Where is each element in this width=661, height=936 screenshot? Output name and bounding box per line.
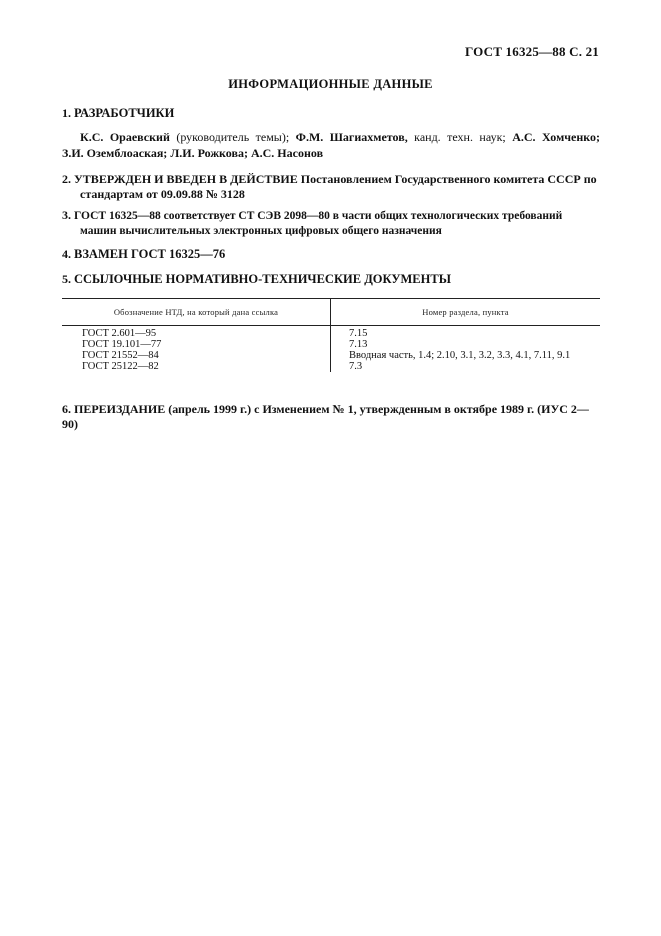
- section-reference: 7.3: [349, 361, 363, 372]
- document-designation: ГОСТ 21552—84: [82, 350, 159, 361]
- developer-role: (руководитель темы);: [169, 130, 296, 144]
- table-header-row: [62, 299, 600, 326]
- section-4: [62, 247, 600, 262]
- developer-role: канд. техн. наук;: [407, 130, 513, 144]
- developer-name: Ф.М. Шагиахметов,: [295, 130, 408, 144]
- document-column-cell: [62, 326, 331, 373]
- section-reference: 7.15: [349, 328, 368, 339]
- column-header-document: Обозначение НТД, на который дана ссылка: [62, 299, 331, 326]
- column-header-section: Номер раздела, пункта: [331, 299, 601, 326]
- section-heading: ВЗАМЕН ГОСТ 16325—76: [74, 247, 226, 261]
- section-number: 3.: [62, 208, 71, 222]
- section-number: 6.: [62, 402, 71, 416]
- developer-name: З.И. Оземблоаская;: [62, 145, 168, 160]
- section-heading: РАЗРАБОТЧИКИ: [74, 106, 175, 120]
- section-reference: 7.13: [349, 339, 368, 350]
- document-designation: ГОСТ 25122—82: [82, 361, 159, 372]
- section-text: ГОСТ 16325—88 соответствует СТ СЭВ 2098—80 в части общих технологических требований: [74, 210, 563, 222]
- references-table: [62, 298, 600, 372]
- section-text-continued: машин вычислительных электронных цифровых общего назначения: [80, 225, 442, 237]
- section-number: 1.: [62, 106, 71, 120]
- developer-name: К.С. Ораевский: [80, 130, 170, 144]
- developers-line-1: [80, 130, 600, 146]
- section-2: [62, 172, 600, 202]
- section-reference: Вводная часть, 1.4; 2.10, 3.1, 3.2, 3.3, 4.1, 7.11, 9.1: [349, 350, 571, 361]
- developer-name: А.С. Насонов: [250, 145, 324, 160]
- section-text: ПЕРЕИЗДАНИЕ (апрель 1999 г.) с Изменением № 1, утвержденным в октябре 1989 г. (ИУС 2—90): [62, 402, 589, 431]
- document-designation: ГОСТ 2.601—95: [82, 328, 157, 339]
- section-3: [62, 208, 600, 239]
- section-text: Постановлением Государственного комитета СССР по: [297, 172, 597, 186]
- section-number: 2.: [62, 172, 71, 186]
- section-heading: УТВЕРЖДЕН И ВВЕДЕН В ДЕЙСТВИЕ: [74, 172, 298, 186]
- developer-name: А.С. Хомченко;: [512, 130, 600, 144]
- document-title: ИНФОРМАЦИОННЫЕ ДАННЫЕ: [228, 77, 433, 91]
- section-column-cell: [331, 326, 601, 373]
- developer-name: Л.И. Рожкова;: [170, 145, 248, 160]
- section-number: 4.: [62, 247, 71, 261]
- document-designation: ГОСТ 19.101—77: [82, 339, 162, 350]
- table-row: [62, 326, 600, 373]
- running-head: ГОСТ 16325—88 С. 21: [465, 44, 599, 59]
- section-6: [62, 402, 600, 432]
- developers-list: [62, 130, 600, 161]
- section-number: 5.: [62, 272, 71, 286]
- section-text-continued: стандартам от 09.09.88 № 3128: [80, 187, 245, 201]
- section-heading: ССЫЛОЧНЫЕ НОРМАТИВНО-ТЕХНИЧЕСКИЕ ДОКУМЕНТЫ: [74, 272, 451, 286]
- developers-line-2: [62, 146, 600, 162]
- section-1-heading: [62, 106, 600, 121]
- section-5: [62, 272, 600, 287]
